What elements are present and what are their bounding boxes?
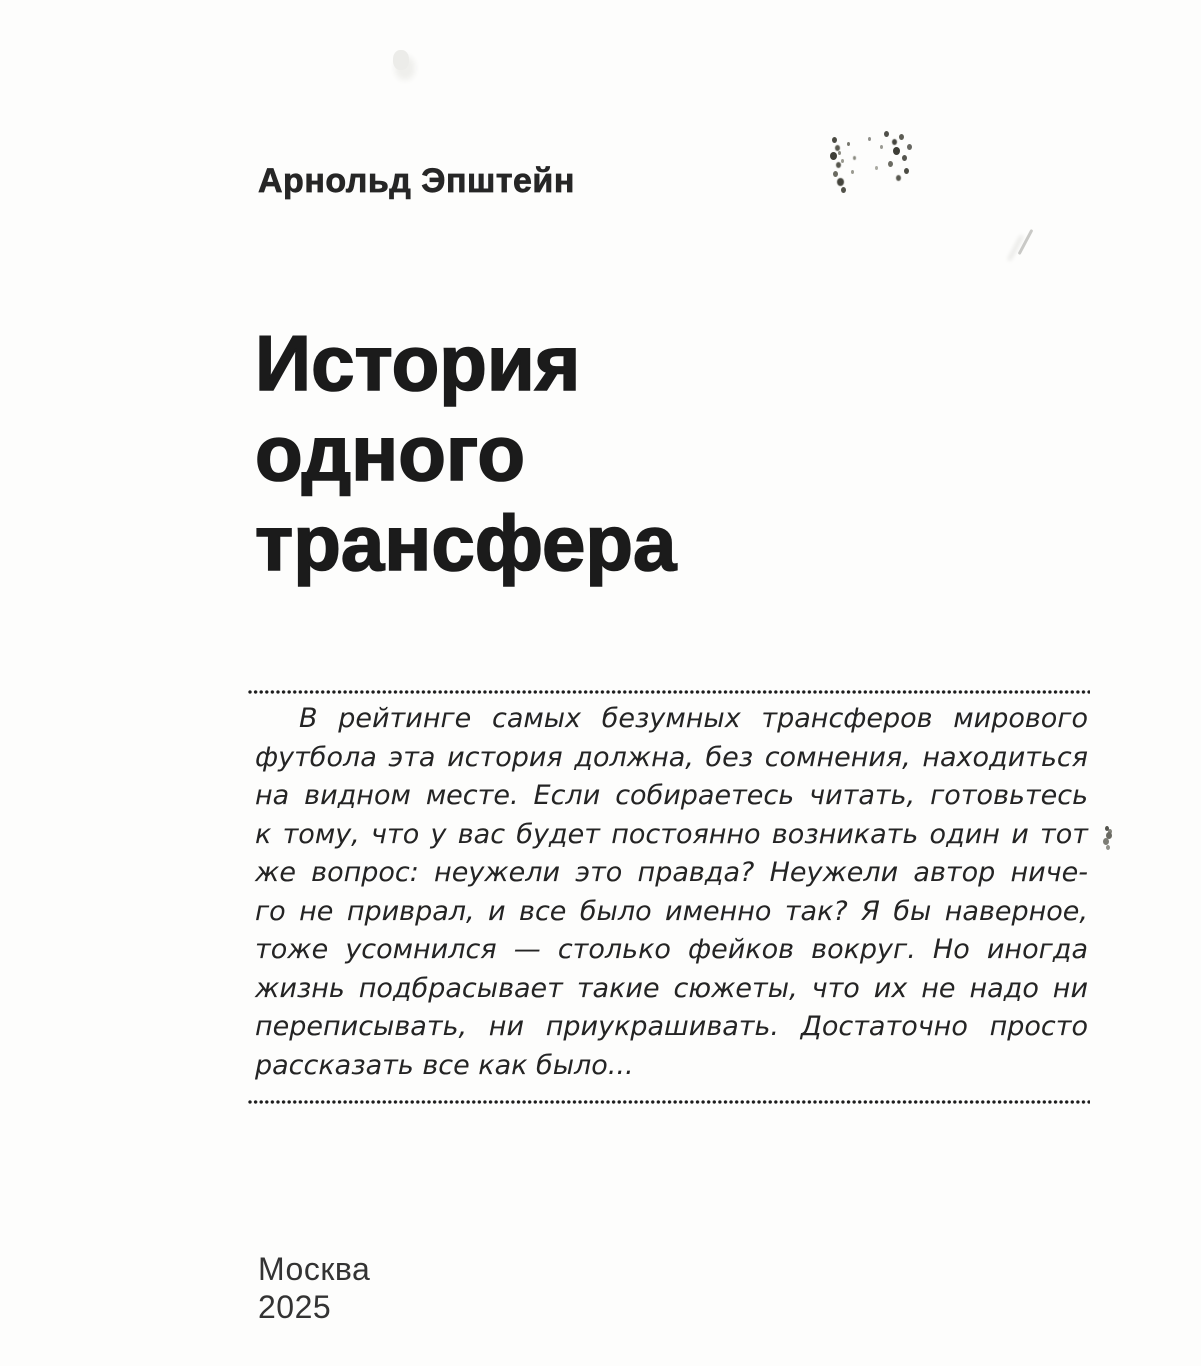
ink-speck-artifact <box>1105 826 1109 831</box>
annotation-line: В рейтинге самых безумных трансферов мирового <box>299 703 1088 734</box>
annotation-line: жизнь подбрасывает такие сюжеты, что их не надо ни <box>255 972 1088 1004</box>
annotation-line: тоже усомнился — столько фейков вокруг. Но иногда <box>255 934 1088 965</box>
annotation-line: же вопрос: неужели это правда? Неужели автор ниче- <box>255 857 1088 888</box>
imprint-year: 2025 <box>258 1289 332 1325</box>
annotation-line: на видном месте. Если собираетесь читать, готовьтесь <box>255 780 1088 811</box>
annotation-paragraph <box>255 700 1088 1085</box>
annotation-line: футбола эта история должна, без сомнения, находиться <box>255 741 1088 773</box>
annotation-line: го не приврал, и все было именно так? Я бы наверное, <box>255 895 1088 927</box>
imprint <box>258 1250 370 1326</box>
book-title <box>255 318 676 588</box>
annotation-line: переписывать, ни приукрашивать. Достаточно просто <box>255 1011 1088 1042</box>
dotted-rule-bottom <box>248 1100 1090 1104</box>
faint-smudge-artifact <box>393 50 409 70</box>
book-title-line-1: История <box>255 319 581 407</box>
annotation-line: к тому, что у вас будет постоянно возникать один и тот <box>255 818 1088 850</box>
author-name: Арнольд Эпштейн <box>258 162 575 200</box>
annotation-line: рассказать все как было... <box>255 1049 634 1081</box>
ink-smudge-artifact <box>833 132 836 136</box>
dotted-rule-top <box>248 690 1090 694</box>
imprint-city: Москва <box>258 1251 371 1287</box>
book-title-line-2: одного <box>255 409 525 497</box>
book-title-line-3: трансфера <box>255 499 677 587</box>
pencil-mark-artifact <box>1018 229 1034 255</box>
